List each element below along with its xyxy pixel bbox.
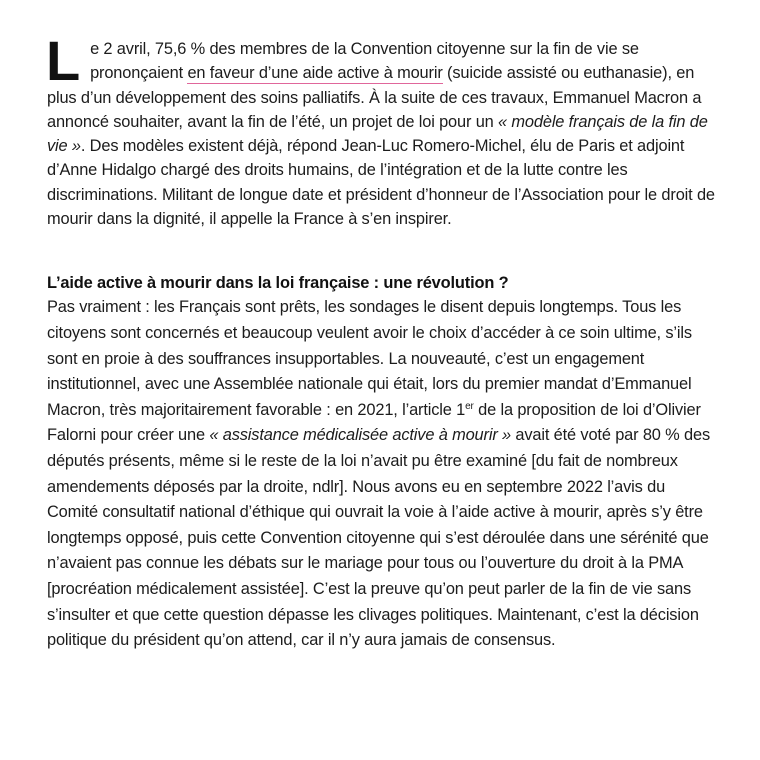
intro-quote: « modèle français de la fin de vie » [47,112,708,156]
intro-text-middle: (suicide assisté ou euthanasie), en plus d’un développement des soins palliatifs. À la suite de ces travaux, Emmanuel Macron a annoncé souhaiter, avant la fin de l’été, un projet de loi pour un [47,64,702,131]
aide-active-link[interactable]: en faveur d’une aide active à mourir [187,64,443,83]
answer-quote: « assistance médicalisée active à mourir » [209,426,511,445]
question-heading: L’aide active à mourir dans la loi française : une révolution ? [47,274,509,293]
superscript-er: er [465,400,474,412]
drop-cap: L [46,29,81,92]
answer-text-middle: de la proposition de loi d’Olivier Falorni pour créer une [47,400,701,445]
answer-text-start: Pas vraiment : les Français sont prêts, les sondages le disent depuis longtemps. Tous les citoyens sont concernés et beaucoup veulent avoir le choix d’accéder à ce soin ultime, s’ils sont en proie à des souffrances insupportables. La nouveauté, c’est un engagement institutionnel, avec une Assemblée nationale qui était, lors du premier mandat d’Emmanuel Macron, très majoritairement favorable : en 2021, l’article 1 [47,298,692,419]
intro-text-end: . Des modèles existent déjà, répond Jean-Luc Romero-Michel, élu de Paris et adjoint d’Anne Hidalgo chargé des droits humains, de l’intégration et de la lutte contre les discriminations. Militant de longue date et président d’honneur de l’Association pour le droit de mourir dans la dignité, il appelle la France à s’en inspirer. [47,137,715,229]
answer-text-end: avait été voté par 80 % des députés présents, même si le reste de la loi n’avait pu être examiné [du fait de nombreux amendements déposés par la droite, ndlr]. Nous avons eu en septembre 2022 l’avis du Comité consultatif national d’éthique qui ouvrait la voie à l’aide active à mourir, après s’y être longtemps opposé, puis cette Convention citoyenne qui s’est déroulée dans une sérénité que n’avaient pas connue les débats sur le mariage pour tous ou l’ouverture du droit à la PMA [procréation médicalement assistée]. C’est la preuve qu’on peut parler de la fin de vie sans s’insulter et que cette question dépasse les clivages politiques. Maintenant, c’est la décision politique du président qu’on attend, car il n’y aura jamais de consensus. [47,426,710,650]
article-body [47,29,717,654]
answer-paragraph [47,295,717,653]
intro-text-start: e 2 avril, 75,6 % des membres de la Convention citoyenne sur la fin de vie se prononçaient [90,40,639,83]
intro-paragraph [47,29,717,231]
